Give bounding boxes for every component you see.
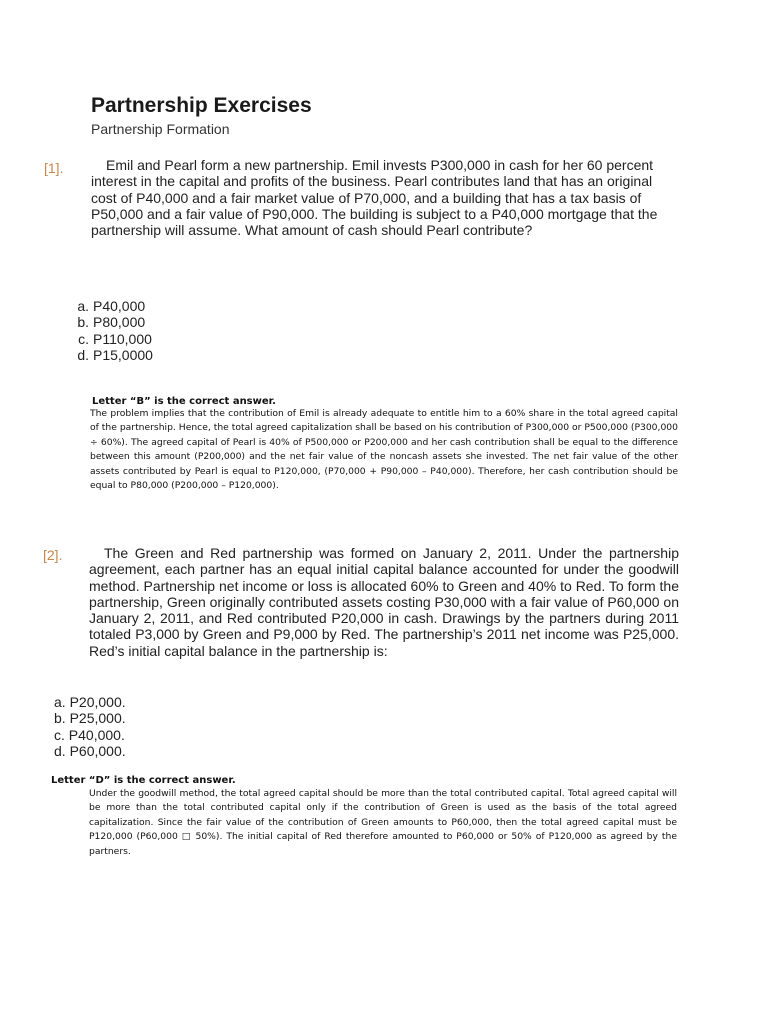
option-letter: a. (77, 298, 89, 314)
option-text: P15,0000 (93, 346, 153, 363)
option-c (73, 331, 153, 347)
option-text: P40,000 (93, 298, 146, 314)
option-text: P110,000 (93, 330, 152, 347)
question-1-answer-explanation: The problem implies that the contribution of Emil is already adequate to entitle him to a 60% share in the total agreed capital of the partnership. Hence, the total agreed capitalization shall be based on his contribution of P300,000 or P500,000 (P300,000 ÷ 60%). The agreed capital of Pearl is 40% of P500,000 or P200,000 and her cash contribution shall be equal to the difference between this amount (P200,000) and the net fair value of the noncash assets she invested. The net fair value of the other assets contributed by Pearl is equal to P120,000, (P70,000 + P90,000 – P40,000). Therefore, her cash contribution should be equal to P80,000 (P200,000 – P120,000). (90, 408, 678, 492)
question-2-text (89, 545, 679, 659)
option-letter: d. (54, 742, 66, 759)
option-text: P80,000 (93, 314, 146, 331)
option-letter: d. (77, 346, 89, 363)
option-letter: b. (77, 314, 89, 331)
option-text: P40,000. (68, 726, 125, 743)
option-letter: c. (78, 330, 89, 347)
option-letter: b. (54, 710, 66, 727)
question-2-options (54, 694, 126, 759)
question-2-answer-heading: Letter “D” is the correct answer. (51, 775, 236, 786)
question-1-text (91, 157, 671, 238)
option-b (54, 710, 126, 726)
question-2-body: The Green and Red partnership was formed on January 2, 2011. Under the partnership agreement, each partner has an equal initial capital balance accounted for under the goodwill method. Partnership net income or loss is allocated 60% to Green and 40% to Red. To form the partnership, Green originally contributed assets costing P30,000 with a fair value of P60,000 on January 2, 2011, and Red contributed P20,000 in cash. Drawings by the partners during 2011 totaled P3,000 by Green and P9,000 by Red. The partnership’s 2011 net income was P25,000. Red’s initial capital balance in the partnership is: (89, 545, 679, 659)
option-letter: c. (54, 726, 65, 743)
question-1-number: [1]. (44, 160, 64, 176)
question-2-answer-explanation: Under the goodwill method, the total agreed capital should be more than the total contributed capital. Total agreed capital will be more than the total contributed capital only if the contribution of Green is used as the basis of the total agreed capitalization. Since the fair value of the contribution of Green amounts to P60,000, then the total agreed capital must be P120,000 (P60,000 □ 50%). The initial capital of Red therefore amounted to P60,000 or 50% of P120,000 as agreed by the partners. (89, 788, 677, 857)
option-text: P25,000. (69, 710, 126, 727)
question-1-body: Emil and Pearl form a new partnership. Emil invests P300,000 in cash for her 60 percent interest in the capital and profits of the business. Pearl contributes land that has an original cost of P40,000 and a fair market value of P70,000, and a building that has a tax basis of P50,000 and a fair value of P90,000. The building is subject to a P40,000 mortgage that the partnership will assume. What amount of cash should Pearl contribute? (91, 157, 658, 239)
option-letter: a. (54, 694, 66, 710)
document-title: Partnership Exercises (91, 94, 312, 117)
option-text: P60,000. (69, 742, 126, 759)
option-c (54, 727, 126, 743)
document-subtitle: Partnership Formation (91, 121, 230, 137)
option-text: P20,000. (69, 694, 126, 710)
option-a (73, 298, 153, 314)
option-a (54, 694, 126, 710)
question-1-answer-heading: Letter “B” is the correct answer. (92, 396, 276, 407)
option-b (73, 314, 153, 330)
question-1-options (73, 298, 153, 363)
question-2-number: [2]. (43, 547, 63, 563)
option-d (73, 347, 153, 363)
option-d (54, 743, 126, 759)
